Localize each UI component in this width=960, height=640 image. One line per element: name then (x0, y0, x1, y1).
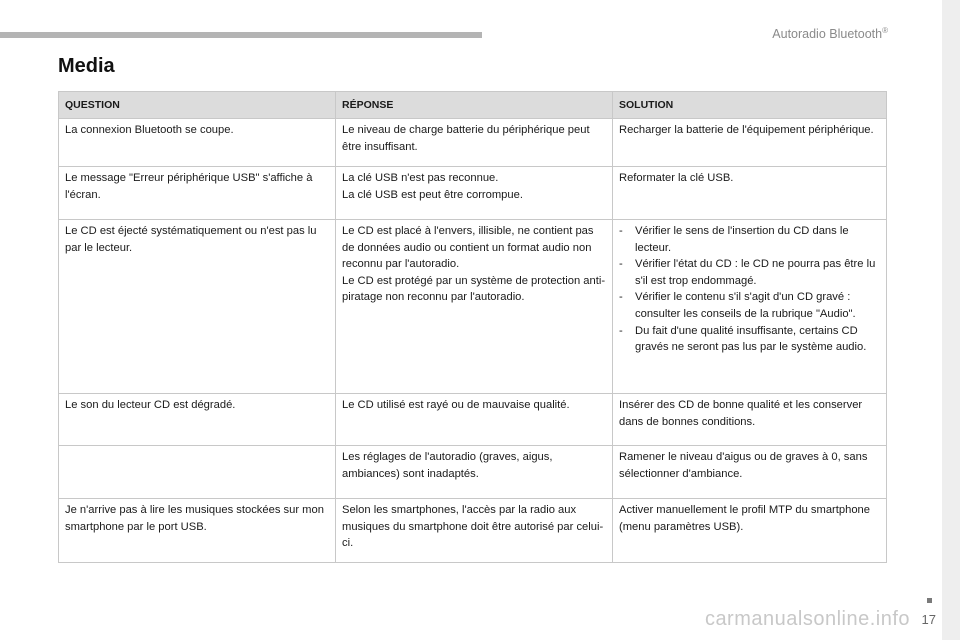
dash-bullet: - (619, 225, 623, 237)
solution-cell (613, 119, 887, 167)
cell-text: La clé USB est peut être corrompue. (342, 188, 523, 201)
solution-list (619, 223, 880, 356)
page-marker (927, 598, 932, 603)
question-cell (59, 167, 336, 220)
column-header-solution: SOLUTION (613, 92, 887, 119)
table-row (59, 119, 887, 167)
question-cell (59, 119, 336, 167)
cell-text: Le message "Erreur périphérique USB" s'affiche à l'écran. (65, 172, 313, 201)
cell-text: Ramener le niveau d'aigus ou de graves à 0, sans sélectionner d'ambiance. (619, 451, 868, 480)
header-bar (0, 32, 482, 38)
answer-cell (336, 499, 613, 563)
question-cell (59, 446, 336, 499)
header-title: Autoradio Bluetooth® (772, 26, 888, 42)
answer-cell (336, 220, 613, 394)
table-row (59, 446, 887, 499)
registered-mark: ® (882, 26, 888, 35)
answer-cell (336, 167, 613, 220)
question-cell (59, 394, 336, 446)
side-strip (942, 0, 960, 640)
dash-bullet: - (619, 291, 623, 304)
solution-cell (613, 446, 887, 499)
cell-text: Vérifier le sens de l'insertion du CD dans le lecteur. (635, 225, 849, 254)
table-row (59, 394, 887, 446)
column-header-question: QUESTION (59, 92, 336, 119)
solution-cell (613, 394, 887, 446)
cell-text: Vérifier le contenu s'il s'agit d'un CD gravé : consulter les conseils de la rubrique "Audio". (635, 291, 856, 320)
column-header-answer: RÉPONSE (336, 92, 613, 119)
cell-text: Activer manuellement le profil MTP du smartphone (menu paramètres USB). (619, 504, 871, 533)
cell-text: Le son du lecteur CD est dégradé. (65, 399, 236, 411)
answer-cell (336, 394, 613, 446)
table-header-row (59, 92, 887, 119)
faq-table (58, 91, 887, 563)
cell-text: Recharger la batterie de l'équipement périphérique. (619, 124, 874, 136)
dash-bullet: - (619, 258, 623, 271)
answer-cell (336, 119, 613, 167)
cell-text: Le CD est protégé par un système de protection anti-piratage non reconnu par l'autoradio. (342, 274, 606, 304)
cell-text: Le CD est placé à l'envers, illisible, ne contient pas de données audio ou contient un format audio non reconnu par l'autoradio. (342, 225, 594, 271)
solution-cell (613, 499, 887, 563)
cell-text: Selon les smartphones, l'accès par la radio aux musiques du smartphone doit être autorisé par celui-ci. (342, 504, 604, 550)
table-row (59, 499, 887, 563)
cell-text: La clé USB n'est pas reconnue. (342, 172, 499, 184)
list-item (619, 323, 880, 356)
question-cell (59, 499, 336, 563)
solution-cell (613, 220, 887, 394)
page-number: 17 (921, 612, 936, 627)
cell-text: Je n'arrive pas à lire les musiques stockées sur mon smartphone par le port USB. (65, 504, 324, 533)
cell-text: Les réglages de l'autoradio (graves, aigus, ambiances) sont inadaptés. (342, 451, 553, 480)
table-row (59, 220, 887, 394)
cell-text: La connexion Bluetooth se coupe. (65, 124, 234, 136)
cell-text: Le niveau de charge batterie du périphérique peut être insuffisant. (342, 124, 590, 153)
solution-cell (613, 167, 887, 220)
answer-cell (336, 446, 613, 499)
table-row (59, 167, 887, 220)
cell-text: Insérer des CD de bonne qualité et les conserver dans de bonnes conditions. (619, 399, 863, 428)
question-cell (59, 220, 336, 394)
dash-bullet: - (619, 324, 623, 337)
cell-text: Reformater la clé USB. (619, 172, 734, 184)
cell-text: Le CD est éjecté systématiquement ou n'est pas lu par le lecteur. (65, 225, 317, 254)
cell-text: Vérifier l'état du CD : le CD ne pourra pas être lu s'il est trop endommagé. (635, 258, 876, 287)
cell-text: Le CD utilisé est rayé ou de mauvaise qualité. (342, 399, 570, 411)
watermark: carmanualsonline.info (704, 608, 910, 630)
page-title: Media (58, 55, 115, 77)
list-item (619, 289, 880, 322)
cell-text: Du fait d'une qualité insuffisante, certains CD gravés ne seront pas lus par le système audio. (635, 324, 867, 354)
list-item (619, 256, 880, 289)
list-item (619, 223, 880, 256)
